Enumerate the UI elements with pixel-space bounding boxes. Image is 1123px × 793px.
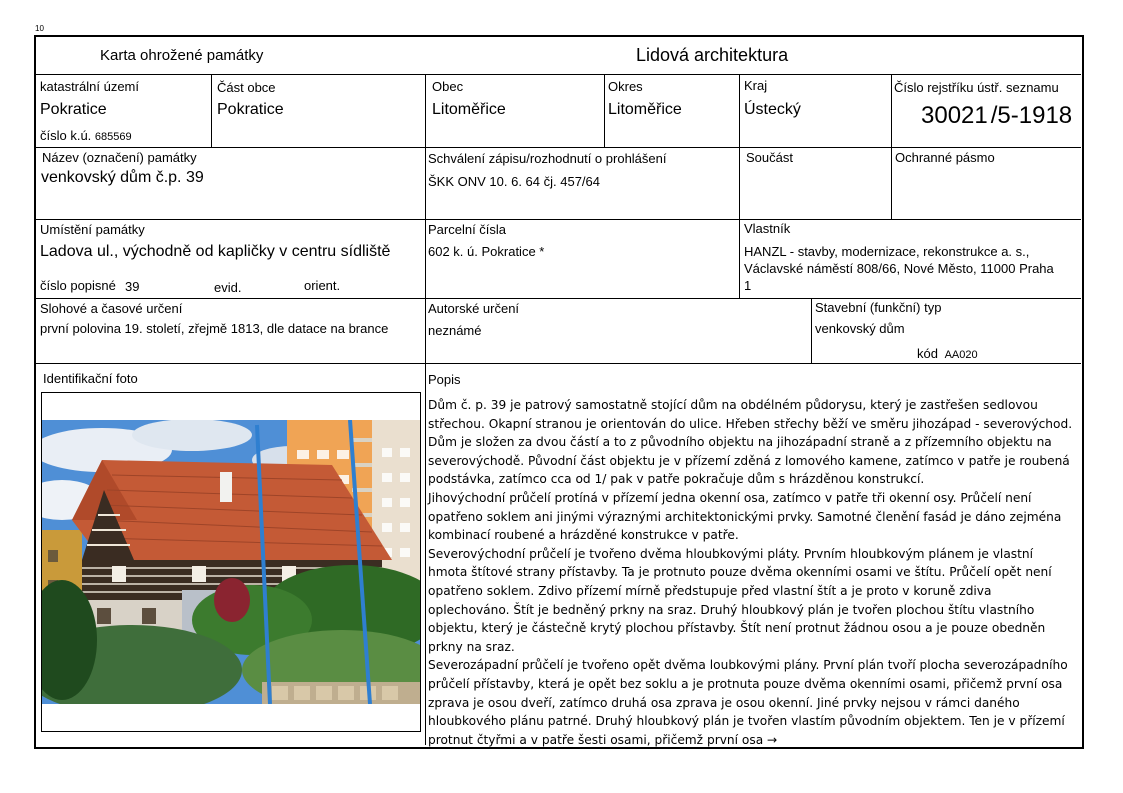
divider xyxy=(425,74,426,147)
autorske-value: neznámé xyxy=(428,323,482,338)
divider xyxy=(739,147,740,219)
vlastnik-line2: Václavské náměstí 808/66, Nové Město, 11000 Praha xyxy=(744,261,1054,276)
divider xyxy=(35,147,1081,148)
divider xyxy=(425,298,426,363)
evid-label: evid. xyxy=(214,280,242,295)
cislo-ku-label: číslo k.ú. 685569 xyxy=(40,128,132,143)
obec-value: Litoměřice xyxy=(432,101,506,118)
cp-label: číslo popisné xyxy=(40,278,116,293)
divider xyxy=(35,74,1081,75)
divider xyxy=(891,147,892,219)
cislo-ku-value: 685569 xyxy=(94,131,132,143)
katastr-label: katastrální území xyxy=(40,79,139,94)
cast-obce-label: Část obce xyxy=(217,80,276,95)
divider xyxy=(425,147,426,219)
rejstrik-value: 30021 /5-1918 xyxy=(921,102,1073,129)
vlastnik-line3: 1 xyxy=(744,278,752,293)
popis-text: Dům č. p. 39 je patrový samostatně stojící dům na obdélném půdorysu, který je zastřešen sedlovou střechou. Okapní stranou je orientován do ulice. Hřeben střechy běží ve směru jihozápad - severovýchod. Dům je složen za dvou částí a to z původního objektu na jihozápadní straně a z přízemního objektu na severovýchodě. Původní část objektu je v přízemí zděná z lomového kamene, zatímco v patře je roubená podstávka, zatímco cca od 1/ pak v patře pokračuje dům s hrázděnou konstrukcí. Jihovýchodní průčelí protíná v přízemí jedna okenní osa, zatímco v patře tři okenní osy. Průčelí není opatřeno soklem ani jinými výraznými architektonickými prvky. Samotné členění fasád je dáno zejména kombinací roubené a hrázděné konstrukce v patře. Severovýchodní průčelí je tvořeno dvěma hloubkovými pláty. Prvním hloubkovým plánem je vlastní hmota štítové strany přístavby. Ta je protnuto pouze dvěma okenními osami ve štítu. Průčelí opět není opatřeno soklem. Zdivo přízemí mírně předstupuje před vlastní štít a je proto v koruně zdiva oplechováno. Štít je bedněný prkny na sraz. Druhý hloubkový plán je tvořen plochou štítu vlastního objektu, který je částečně krytý plochou přístavby. Štít není protnut žádnou osou a je pouze obedněn prkny na sraz. Severozápadní průčelí je tvořeno opět dvěma loubkovými plány. První plán tvoří plocha severozápadního průčelí přístavby, která je opět bez soklu a je protnuta pouze dvěma okenními osami, přičemž první osa zprava je osou dveří, zatímco druhá osa zprava je osou okenní. Jiné prvky nejsou v rámci daného hloubkového plánu patrné. Druhý hloubkový plán je tvořen vlastím původním objektem. Ten je v přízemí protnut čtyřmi a v patře šesti osami, přičemž první osa → xyxy=(428,398,1073,747)
schvaleni-value: ŠKK ONV 10. 6. 64 čj. 457/64 xyxy=(428,174,600,189)
kraj-label: Kraj xyxy=(744,78,768,93)
umisteni-value: Ladova ul., východně od kapličky v centru sídliště xyxy=(40,243,391,260)
identification-photo xyxy=(42,420,420,704)
rejstrik-label: Číslo rejstříku ústř. seznamu xyxy=(894,80,1059,95)
pasmo-label: Ochranné pásmo xyxy=(895,150,995,165)
category-title: Lidová architektura xyxy=(636,45,789,65)
kod-label: kód AA020 xyxy=(917,346,978,361)
typ-label: Stavební (funkční) typ xyxy=(815,300,942,315)
divider xyxy=(35,298,1081,299)
divider xyxy=(35,363,1081,364)
orient-label: orient. xyxy=(304,278,341,293)
divider xyxy=(425,363,426,745)
divider xyxy=(211,74,212,147)
schvaleni-label: Schválení zápisu/rozhodnutí o prohlášení xyxy=(428,151,667,166)
kod-value: AA020 xyxy=(944,349,978,361)
cast-obce-value: Pokratice xyxy=(217,101,284,118)
autorske-label: Autorské určení xyxy=(428,301,520,316)
photo-label: Identifikační foto xyxy=(43,371,138,386)
soucast-label: Součást xyxy=(746,150,793,165)
nazev-value: venkovský dům č.p. 39 xyxy=(41,169,204,186)
divider xyxy=(604,74,605,147)
popis-label: Popis xyxy=(428,372,461,387)
divider xyxy=(425,219,426,298)
divider xyxy=(811,298,812,363)
kraj-value: Ústecký xyxy=(744,101,801,118)
page-number: 10 xyxy=(35,24,44,33)
nazev-label: Název (označení) památky xyxy=(42,150,197,165)
card-title: Karta ohrožené památky xyxy=(100,47,264,64)
divider xyxy=(739,74,740,147)
slohove-label: Slohové a časové určení xyxy=(40,301,183,316)
divider xyxy=(891,74,892,147)
okres-label: Okres xyxy=(608,79,643,94)
divider xyxy=(35,219,1081,220)
typ-value: venkovský dům xyxy=(815,321,905,336)
vlastnik-label: Vlastník xyxy=(744,221,791,236)
slohove-value: první polovina 19. století, zřejmě 1813, dle datace na brance xyxy=(40,321,389,336)
okres-value: Litoměřice xyxy=(608,101,682,118)
parcelni-value: 602 k. ú. Pokratice * xyxy=(428,244,545,259)
vlastnik-line1: HANZL - stavby, modernizace, rekonstrukce a. s., xyxy=(744,244,1030,259)
parcelni-label: Parcelní čísla xyxy=(428,222,507,237)
katastr-value: Pokratice xyxy=(40,101,107,118)
obec-label: Obec xyxy=(432,79,464,94)
divider xyxy=(739,219,740,298)
cp-value: 39 xyxy=(125,279,140,294)
umisteni-label: Umístění památky xyxy=(40,222,145,237)
